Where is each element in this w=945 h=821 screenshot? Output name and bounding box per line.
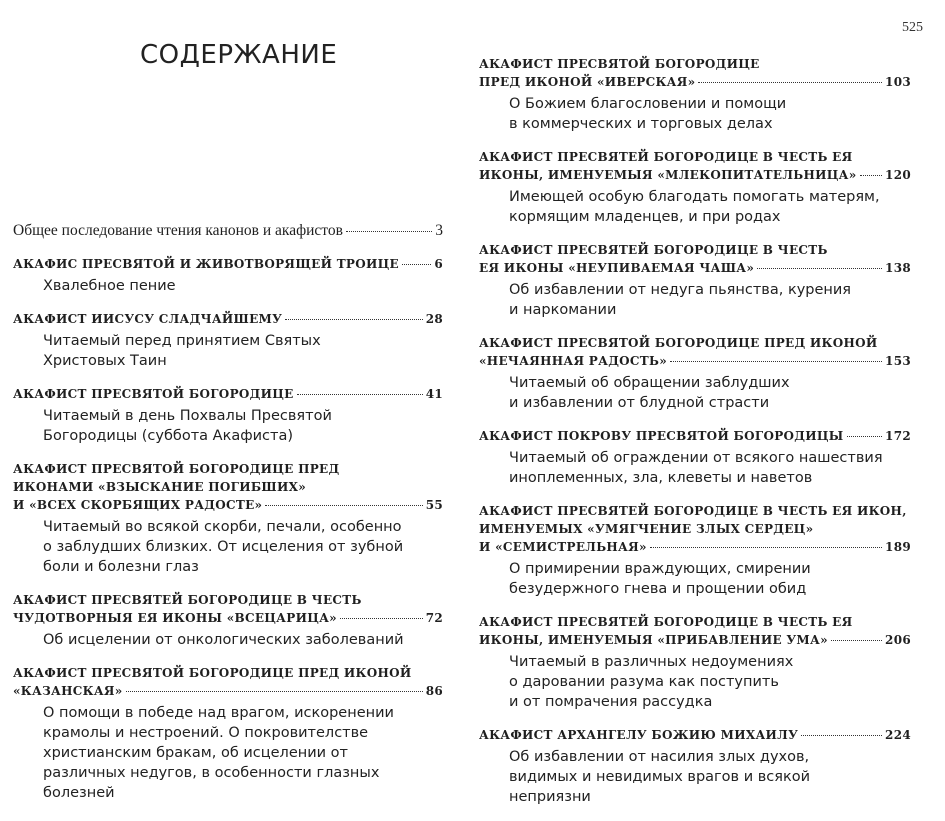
toc-entry <box>13 664 443 803</box>
toc-entry-description-line: О помощи в победе над врагом, искоренении <box>43 705 394 721</box>
toc-entry-title-line <box>479 73 911 91</box>
toc-entry-title-line <box>13 591 443 609</box>
toc-entry-title-line <box>479 352 911 370</box>
toc-entry-description-line: Об избавлении от насилия злых духов, <box>509 749 810 765</box>
toc-entry-title-line <box>479 427 911 445</box>
toc-page-number: 172 <box>885 429 911 443</box>
dot-leader <box>285 319 423 320</box>
toc-entry-description <box>43 703 443 803</box>
toc-entry-title: АКАФИСТ ПРЕСВЯТЕЙ БОГОРОДИЦЕ В ЧЕСТЬ <box>479 243 828 257</box>
toc-right-column <box>479 55 911 821</box>
toc-entry-title: АКАФИСТ ПРЕСВЯТОЙ БОГОРОДИЦЕ <box>479 57 760 71</box>
toc-entry-title-line <box>479 538 911 556</box>
toc-entry-description-line: Читаемый об ограждении от всякого нашествия <box>509 450 883 466</box>
toc-entry <box>13 255 443 296</box>
toc-entry-description-line: Имеющей особую благодать помогать матерям, <box>509 189 880 205</box>
toc-entry-title-line <box>479 148 911 166</box>
toc-entry-title-line <box>479 631 911 649</box>
toc-entry-title: АКАФИСТ ПОКРОВУ ПРЕСВЯТОЙ БОГОРОДИЦЫ <box>479 429 844 443</box>
toc-page-number: 86 <box>425 684 443 698</box>
toc-entry-description <box>43 406 443 446</box>
toc-entry-title: ПРЕД ИКОНОЙ «ИВЕРСКАЯ» <box>479 75 696 89</box>
toc-entry-description-line: Читаемый перед принятием Святых <box>43 333 321 349</box>
toc-entry-title: АКАФИСТ ПРЕСВЯТОЙ БОГОРОДИЦЕ <box>13 387 294 401</box>
toc-entry-description <box>43 517 443 577</box>
toc-entry-title-line <box>479 55 911 73</box>
toc-entry <box>13 460 443 577</box>
toc-entry-description-line: и от помрачения рассудка <box>509 694 713 710</box>
toc-entry-description-line: Богородицы (суббота Акафиста) <box>43 428 294 444</box>
toc-page-number: 153 <box>885 354 911 368</box>
toc-page-number: 138 <box>885 261 911 275</box>
toc-entry-description-line: видимых и невидимых врагов и всякой <box>509 769 811 785</box>
toc-entry-description <box>509 652 911 712</box>
toc-entry <box>479 241 911 320</box>
toc-entry <box>479 334 911 413</box>
toc-entry <box>13 385 443 446</box>
toc-entry <box>479 613 911 712</box>
toc-entry-title-line <box>13 255 443 273</box>
dot-leader <box>670 361 882 362</box>
toc-entry-description-line: крамолы и нестроений. О покровителстве <box>43 725 369 741</box>
toc-entry-title-line <box>13 664 443 682</box>
page-number: 525 <box>902 20 923 35</box>
toc-entry-title-line <box>479 726 911 744</box>
toc-entry-description-line: Об избавлении от недуга пьянства, курения <box>509 282 852 298</box>
toc-entry-description-line: О примирении враждующих, смирении <box>509 561 811 577</box>
dot-leader <box>801 735 882 736</box>
toc-entry-title-line <box>479 502 911 520</box>
toc-entry-title: АКАФИСТ ПРЕСВЯТОЙ БОГОРОДИЦЕ ПРЕД <box>13 462 340 476</box>
toc-entry <box>479 502 911 599</box>
toc-page-number: 72 <box>425 611 443 625</box>
toc-entry-title-line <box>13 460 443 478</box>
toc-entry <box>479 726 911 807</box>
toc-entry-description-line: боли и болезни глаз <box>43 559 199 575</box>
toc-entry-title: ЕЯ ИКОНЫ «НЕУПИВАЕМАЯ ЧАША» <box>479 261 755 275</box>
toc-entry-description-line: о заблудших близких. От исцеления от зубной <box>43 539 404 555</box>
toc-entry-description-line: иноплеменных, зла, клеветы и наветов <box>509 470 813 486</box>
toc-entry-description <box>509 747 911 807</box>
toc-entry-description <box>43 630 443 650</box>
toc-entry-title: АКАФИСТ ПРЕСВЯТОЙ БОГОРОДИЦЕ ПРЕД ИКОНОЙ <box>479 336 878 350</box>
toc-entry-title: АКАФИСТ ПРЕСВЯТЕЙ БОГОРОДИЦЕ В ЧЕСТЬ ЕЯ <box>479 615 853 629</box>
toc-entry-title: И «СЕМИСТРЕЛЬНАЯ» <box>479 540 647 554</box>
toc-entry-title-line <box>13 221 443 241</box>
toc-page-number: 28 <box>425 312 443 326</box>
toc-entry-title-line <box>13 385 443 403</box>
toc-entry-description <box>509 559 911 599</box>
toc-page-number: 6 <box>434 257 443 271</box>
toc-entry-title: И «ВСЕХ СКОРБЯЩИХ РАДОСТЕ» <box>13 498 263 512</box>
toc-entry-title: АКАФИСТ ПРЕСВЯТОЙ БОГОРОДИЦЕ ПРЕД ИКОНОЙ <box>13 666 412 680</box>
toc-entry-title-line <box>479 520 911 538</box>
toc-entry-description-line: и избавлении от блудной страсти <box>509 395 770 411</box>
toc-entry-title: Общее последование чтения канонов и акафистов <box>13 222 343 239</box>
dot-leader <box>757 268 882 269</box>
toc-entry <box>13 221 443 241</box>
toc-entry-description-line: безудержного гнева и прощении обид <box>509 581 807 597</box>
toc-entry-description-line: болезней <box>43 785 115 801</box>
toc-entry-description <box>509 187 911 227</box>
toc-entry-title: ИКОНЫ, ИМЕНУЕМЫЯ «ПРИБАВЛЕНИЕ УМА» <box>479 633 828 647</box>
toc-entry-description-line: кормящим младенцев, и при родах <box>509 209 781 225</box>
toc-entry-description-line: Читаемый в день Похвалы Пресвятой <box>43 408 332 424</box>
toc-entry-title: ИКОНЫ, ИМЕНУЕМЫЯ «МЛЕКОПИТАТЕЛЬНИЦА» <box>479 168 857 182</box>
toc-entry-title: АКАФИСТ ПРЕСВЯТЕЙ БОГОРОДИЦЕ В ЧЕСТЬ ЕЯ <box>479 150 853 164</box>
toc-entry-description-line: в коммерческих и торговых делах <box>509 116 773 132</box>
toc-entry <box>479 427 911 488</box>
toc-entry-description-line: христианским бракам, об исцелении от <box>43 745 349 761</box>
page-title: СОДЕРЖАНИЕ <box>140 40 338 70</box>
toc-entry-description <box>509 448 911 488</box>
dot-leader <box>650 547 882 548</box>
toc-entry-title-line <box>13 478 443 496</box>
toc-entry-title-line <box>479 166 911 184</box>
toc-entry-description-line: о даровании разума как поступить <box>509 674 779 690</box>
toc-page-number: 206 <box>885 633 911 647</box>
toc-page-number: 3 <box>435 222 443 239</box>
toc-entry-title-line <box>13 310 443 328</box>
dot-leader <box>847 436 883 437</box>
dot-leader <box>126 691 423 692</box>
toc-entry-title-line <box>479 241 911 259</box>
toc-page-number: 189 <box>885 540 911 554</box>
toc-entry-description-line: Христовых Таин <box>43 353 167 369</box>
toc-entry-title: ЧУДОТВОРНЫЯ ЕЯ ИКОНЫ «ВСЕЦАРИЦА» <box>13 611 337 625</box>
toc-entry-description-line: и наркомании <box>509 302 617 318</box>
toc-entry-description-line: Читаемый об обращении заблудших <box>509 375 790 391</box>
toc-entry <box>479 148 911 227</box>
toc-entry-title-line <box>13 496 443 514</box>
toc-entry-title: АКАФИСТ ИИСУСУ СЛАДЧАЙШЕМУ <box>13 312 283 326</box>
toc-entry <box>479 55 911 134</box>
toc-page-number: 41 <box>425 387 443 401</box>
dot-leader <box>297 394 423 395</box>
toc-entry-title: АКАФИСТ ПРЕСВЯТЕЙ БОГОРОДИЦЕ В ЧЕСТЬ <box>13 593 362 607</box>
toc-entry-title: ИКОНАМИ «ВЗЫСКАНИЕ ПОГИБШИХ» <box>13 480 307 494</box>
toc-entry-title: ИМЕНУЕМЫХ «УМЯГЧЕНИЕ ЗЛЫХ СЕРДЕЦ» <box>479 522 814 536</box>
toc-entry-title-line <box>13 609 443 627</box>
toc-page-number: 120 <box>885 168 911 182</box>
toc-entry-title-line <box>13 682 443 700</box>
toc-entry-title: АКАФИС ПРЕСВЯТОЙ И ЖИВОТВОРЯЩЕЙ ТРОИЦЕ <box>13 257 399 271</box>
toc-entry-title: АКАФИСТ ПРЕСВЯТЕЙ БОГОРОДИЦЕ В ЧЕСТЬ ЕЯ ИКОН, <box>479 504 907 518</box>
toc-entry-description <box>43 331 443 371</box>
dot-leader <box>831 640 882 641</box>
toc-entry-description-line: Читаемый в различных недоумениях <box>509 654 794 670</box>
dot-leader <box>860 175 883 176</box>
toc-entry-title-line <box>479 613 911 631</box>
toc-page-number: 55 <box>425 498 443 512</box>
toc-page-number: 224 <box>885 728 911 742</box>
dot-leader <box>340 618 423 619</box>
toc-entry-description-line: Об исцелении от онкологических заболеваний <box>43 632 404 648</box>
toc-entry-description <box>509 280 911 320</box>
toc-entry-title-line <box>479 259 911 277</box>
toc-page-number: 103 <box>885 75 911 89</box>
toc-entry <box>13 591 443 650</box>
toc-entry-description-line: Читаемый во всякой скорби, печали, особенно <box>43 519 402 535</box>
dot-leader <box>346 231 432 232</box>
toc-entry-title: «КАЗАНСКАЯ» <box>13 684 123 698</box>
toc-entry-description-line: Хвалебное пение <box>43 278 176 294</box>
toc-entry-description <box>509 94 911 134</box>
toc-entry-description <box>43 276 443 296</box>
toc-entry-description-line: неприязни <box>509 789 591 805</box>
dot-leader <box>698 82 882 83</box>
toc-entry-description-line: различных недугов, в особенности глазных <box>43 765 380 781</box>
toc-left-column <box>13 215 443 817</box>
toc-entry-title-line <box>479 334 911 352</box>
toc-entry-title: АКАФИСТ АРХАНГЕЛУ БОЖИЮ МИХАИЛУ <box>479 728 799 742</box>
toc-entry <box>13 310 443 371</box>
toc-entry-description-line: О Божием благословении и помощи <box>509 96 787 112</box>
toc-entry-title: «НЕЧАЯННАЯ РАДОСТЬ» <box>479 354 668 368</box>
toc-entry-description <box>509 373 911 413</box>
dot-leader <box>265 505 422 506</box>
dot-leader <box>402 264 431 265</box>
